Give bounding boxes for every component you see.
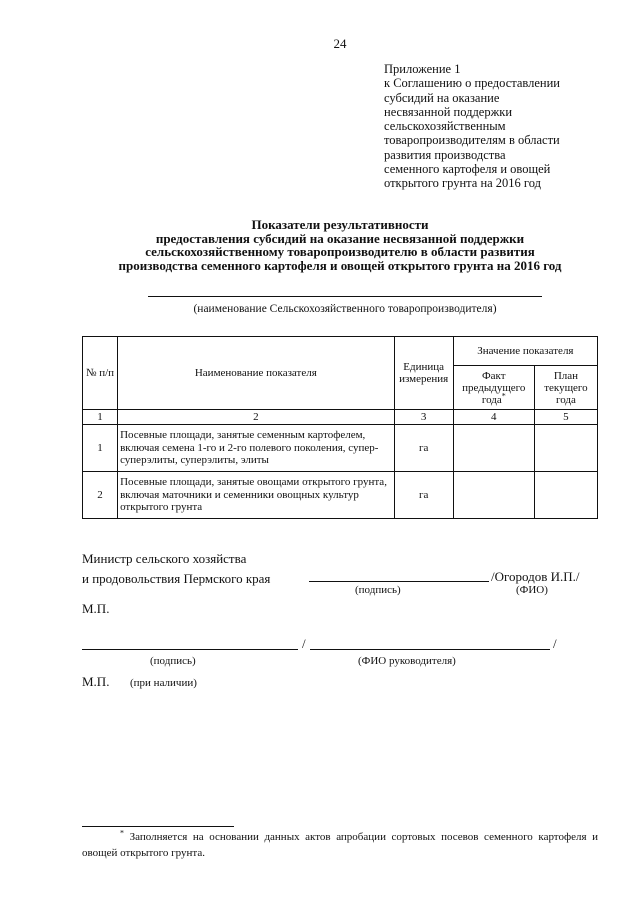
appendix-line: к Соглашению о предоставлении bbox=[384, 76, 561, 91]
separator-slash: / bbox=[553, 636, 557, 651]
row-plan-cell[interactable] bbox=[534, 425, 597, 472]
head-fio-caption: (ФИО руководителя) bbox=[358, 655, 456, 667]
indicators-table bbox=[82, 336, 598, 519]
document-title bbox=[100, 218, 580, 272]
footnote bbox=[82, 829, 598, 861]
title-line: сельскохозяйственному товаропроизводителю в области развития bbox=[145, 244, 535, 259]
title-line: производства семенного картофеля и овощей открытого грунта на 2016 год bbox=[118, 257, 562, 273]
signature-caption-2: (подпись) bbox=[150, 655, 196, 667]
footnote-mark: * bbox=[501, 390, 506, 400]
producer-name-line[interactable] bbox=[148, 296, 542, 297]
row-name: Посевные площади, занятые семенным картофелем, включая семена 1-го и 2-го полевого поколения, супер-суперэлиты, суперэлиты, элиты bbox=[118, 425, 395, 472]
fio-caption: (ФИО) bbox=[516, 584, 548, 596]
producer-signature-line[interactable] bbox=[82, 649, 298, 650]
appendix-line: развития производства bbox=[384, 147, 506, 162]
minister-line: и продовольствия Пермского края bbox=[82, 571, 271, 586]
minister-line: Министр сельского хозяйства bbox=[82, 551, 247, 566]
header-num: № п/п bbox=[83, 337, 118, 410]
stamp-place: М.П. bbox=[82, 601, 110, 616]
appendix-line: Приложение 1 bbox=[384, 62, 461, 76]
row-fact-cell[interactable] bbox=[453, 472, 534, 519]
appendix-line: семенного картофеля и овощей bbox=[384, 162, 551, 177]
appendix-line: субсидий на оказание bbox=[384, 90, 500, 105]
header-value-group: Значение показателя bbox=[453, 337, 597, 366]
row-fact-cell[interactable] bbox=[453, 425, 534, 472]
title-line: Показатели результативности bbox=[251, 217, 429, 232]
row-plan-cell[interactable] bbox=[534, 472, 597, 519]
stamp-place-2: М.П. bbox=[82, 674, 110, 689]
col-number: 2 bbox=[118, 410, 395, 425]
col-number: 1 bbox=[83, 410, 118, 425]
col-number: 5 bbox=[534, 410, 597, 425]
col-number: 4 bbox=[453, 410, 534, 425]
appendix-reference bbox=[384, 62, 624, 191]
footnote-divider bbox=[82, 826, 234, 827]
stamp-note: (при наличии) bbox=[130, 677, 197, 689]
signature-caption: (подпись) bbox=[355, 584, 401, 596]
col-number: 3 bbox=[394, 410, 453, 425]
appendix-line: несвязанной поддержки bbox=[384, 104, 513, 119]
table-row bbox=[83, 472, 598, 519]
header-name: Наименование показателя bbox=[118, 337, 395, 410]
minister-title bbox=[82, 549, 382, 589]
footnote-text: Заполняется на основании данных актов апробации сортовых посевов семенного картофеля и овощей открытого грунта. bbox=[82, 831, 599, 859]
producer-head-fio-line[interactable] bbox=[310, 649, 550, 650]
minister-name: /Огородов И.П./ bbox=[491, 569, 580, 584]
row-num: 1 bbox=[83, 425, 118, 472]
appendix-line: открытого грунта на 2016 год bbox=[384, 176, 542, 191]
page-number: 24 bbox=[333, 36, 347, 51]
row-num: 2 bbox=[83, 472, 118, 519]
row-unit: га bbox=[394, 472, 453, 519]
separator-slash: / bbox=[302, 636, 306, 651]
header-fact-text: Факт предыдущего года bbox=[462, 369, 526, 406]
header-plan: План текущего года bbox=[534, 366, 597, 410]
table-row bbox=[83, 425, 598, 472]
footnote-asterisk: * bbox=[120, 828, 124, 838]
row-name: Посевные площади, занятые овощами открытого грунта, включая маточники и семенники овощных культур открытого грунта bbox=[118, 472, 395, 519]
appendix-line: товаропроизводителям в области bbox=[384, 133, 560, 148]
producer-name-caption: (наименование Сельскохозяйственного товаропроизводителя) bbox=[193, 303, 497, 315]
title-line: предоставления субсидий на оказание несвязанной поддержки bbox=[155, 230, 525, 246]
appendix-line: сельскохозяйственным bbox=[384, 119, 506, 134]
header-unit: Единица измерения bbox=[394, 337, 453, 410]
header-fact bbox=[453, 366, 534, 410]
minister-signature-line[interactable] bbox=[309, 581, 489, 582]
row-unit: га bbox=[394, 425, 453, 472]
